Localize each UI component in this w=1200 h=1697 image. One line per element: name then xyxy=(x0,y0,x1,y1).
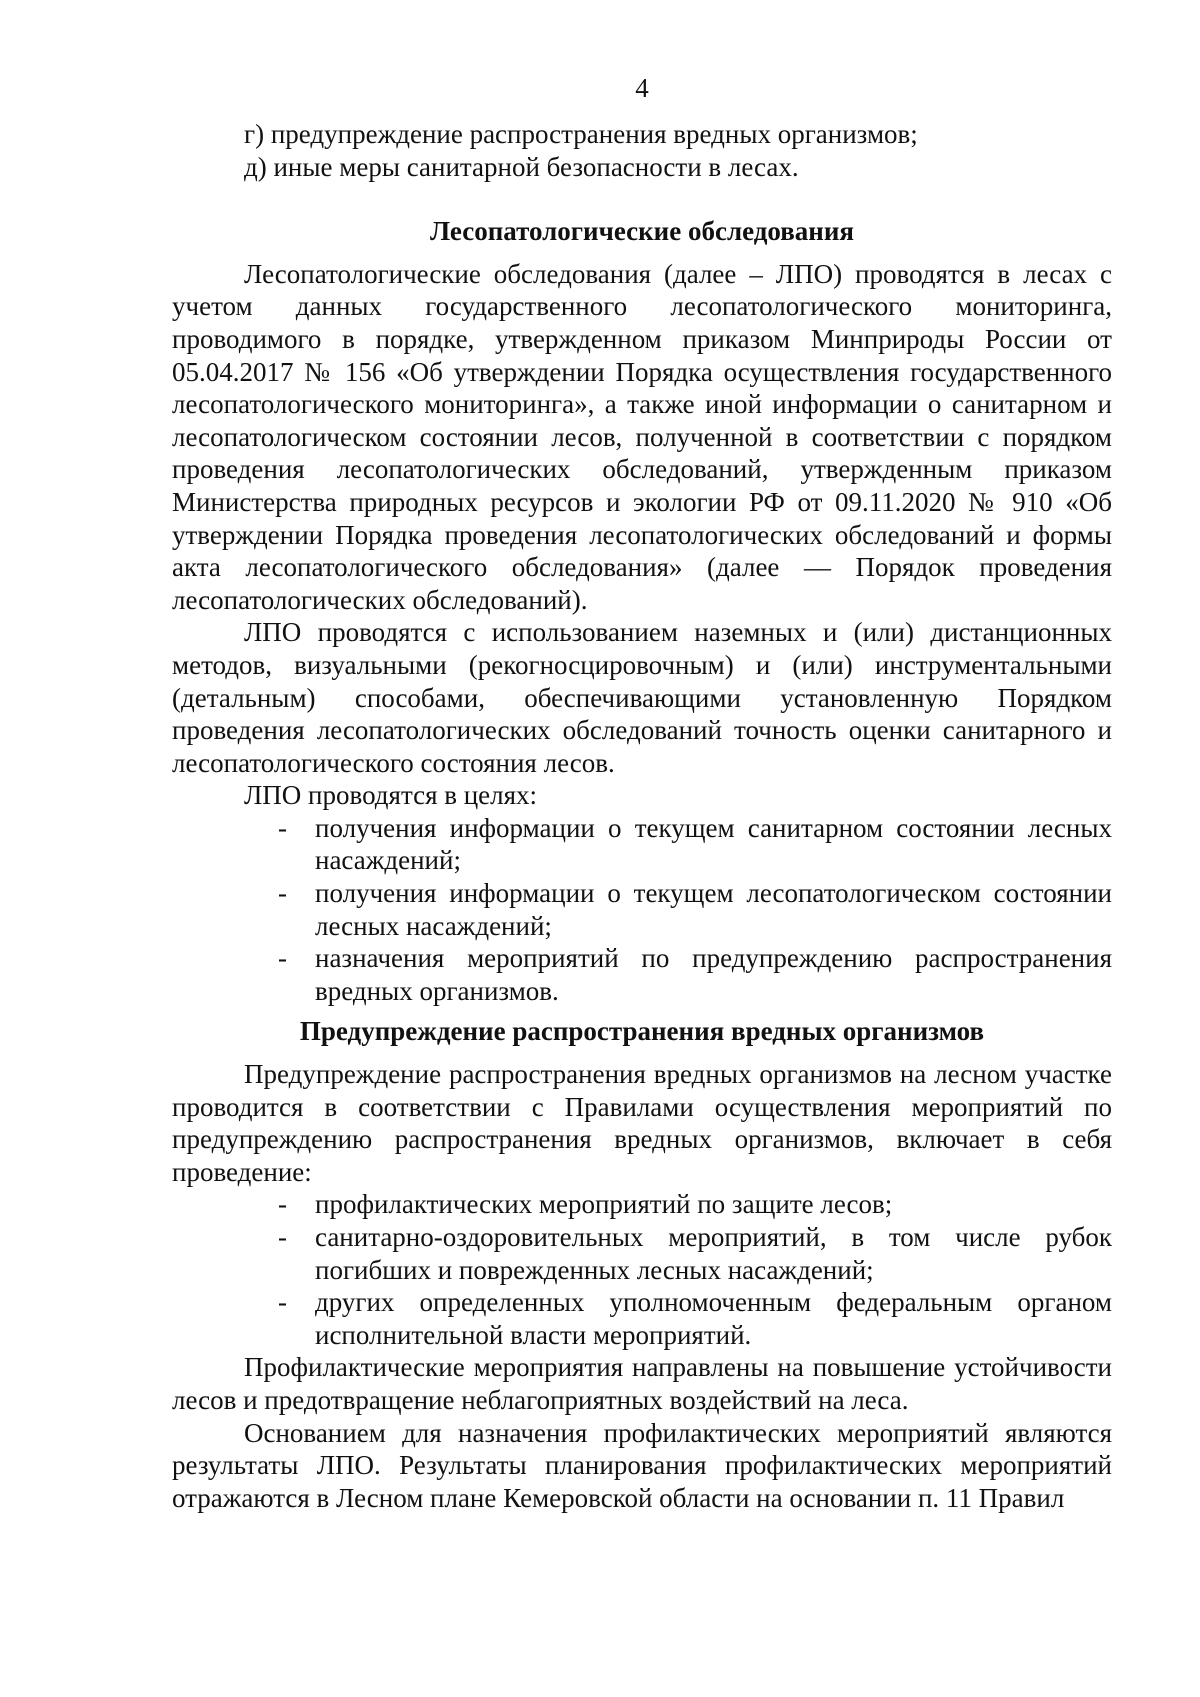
section-heading-forest-surveys: Лесопатологические обследования xyxy=(429,216,855,247)
spacer xyxy=(172,1007,1112,1015)
list-item: - назначения мероприятий по предупреждению распространения вредных организмов. xyxy=(315,942,1112,1007)
paragraph-lpo-methods: ЛПО проводятся с использованием наземных и (или) дистанционных методов, визуальными (рекогносцировочным) и (или) инструментальными (детальным) способами, обеспечивающими установленную Порядком проведения лесопатологических обследований точность оценки санитарного и лесопатологического состояния лесов. xyxy=(172,617,1112,778)
intro-item-g: г) предупреждение распространения вредных организмов; xyxy=(244,119,918,149)
paragraph-lpo-purposes-intro: ЛПО проводятся в целях: xyxy=(244,780,538,811)
list-item: - других определенных уполномоченным федеральным органом исполнительной власти мероприятий. xyxy=(315,1286,1112,1351)
paragraph-prophylactic-aims: Профилактические мероприятия направлены на повышение устойчивости лесов и предотвращение неблагоприятных воздействий на леса. xyxy=(172,1352,1112,1415)
list-item: - профилактических мероприятий по защите лесов; xyxy=(315,1188,1112,1221)
paragraph-lpo-definition: Лесопатологические обследования (далее – ЛПО) проводятся в лесах с учетом данных государственного лесопатологического мониторинга, проводимого в порядке, утвержденном приказом Минприроды России от 05.04.2017 № 156 «Об утверждении Порядка осуществления государственного лесопатологического мониторинга», а также иной информации о санитарном и лесопатологическом состоянии лесов, полученной в соответствии с порядком проведения лесопатологических обследований, утвержденным приказом Министерства природных ресурсов и экологии РФ от 09.11.2020 № 910 «Об утверждении Порядка проведения лесопатологических обследований и формы акта лесопатологического обследования» (далее — Порядок проведения лесопатологических обследований). xyxy=(172,258,1112,615)
intro-item-d: д) иные меры санитарной безопасности в лесах. xyxy=(244,151,799,182)
spacer xyxy=(172,1048,1112,1058)
list-item: - получения информации о текущем санитарном состоянии лесных насаждений; xyxy=(315,812,1112,877)
spacer xyxy=(172,248,1112,258)
list-item: - получения информации о текущем лесопатологическом состоянии лесных насаждений; xyxy=(315,877,1112,942)
section-heading-pest-prevention: Предупреждение распространения вредных организмов xyxy=(299,1016,985,1047)
spacer xyxy=(172,183,1112,215)
paragraph-prevention-intro: Предупреждение распространения вредных организмов на лесном участке проводится в соответствии с Правилами осуществления мероприятий по предупреждению распространения вредных организмов, включает в себя проведение: xyxy=(172,1059,1112,1187)
page-number: 4 xyxy=(635,73,649,103)
list-item: - санитарно-оздоровительных мероприятий, в том числе рубок погибших и поврежденных лесных насаждений; xyxy=(315,1221,1112,1286)
measures-list xyxy=(172,1188,1112,1351)
purposes-list xyxy=(172,812,1112,1008)
paragraph-prophylactic-basis: Основанием для назначения профилактических мероприятий являются результаты ЛПО. Результаты планирования профилактических мероприятий отражаются в Лесном плане Кемеровской области на основании п. 11 Правил xyxy=(172,1417,1112,1513)
